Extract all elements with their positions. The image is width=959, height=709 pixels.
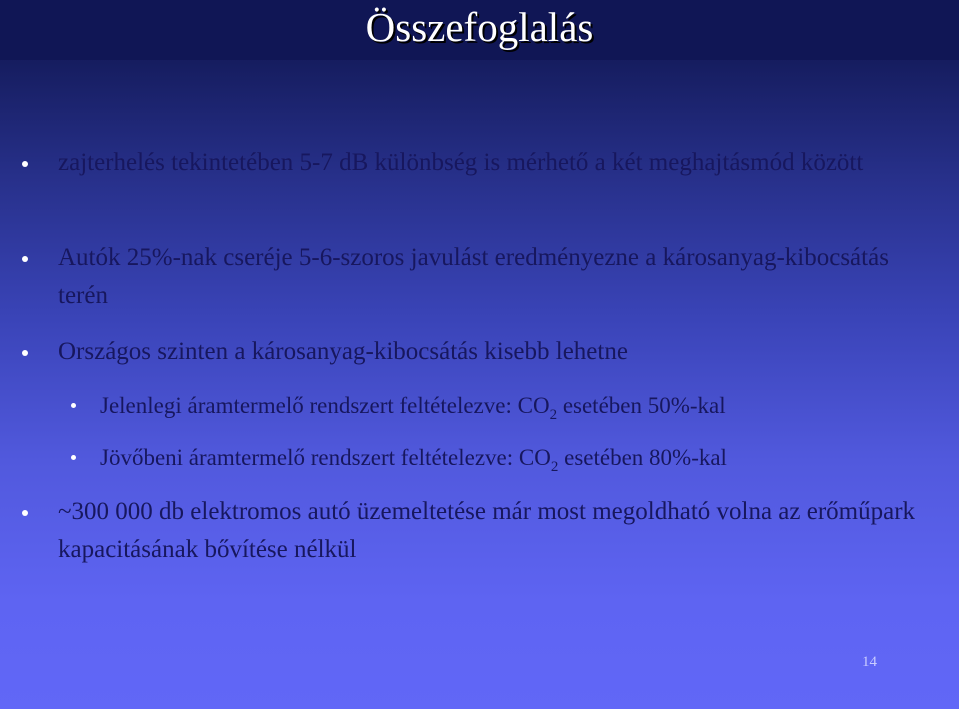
bullet-text: zajterhelés tekintetében 5-7 dB különbség is mérhető a két meghajtásmód között: [58, 149, 864, 176]
sub-bullet-text-before: Jelenlegi áramtermelő rendszert feltételezve: CO: [100, 393, 550, 418]
bullet-text: Autók 25%-nak cseréje 5-6-szoros javulást eredményezne a károsanyag-kibocsátás terén: [58, 244, 889, 309]
sub-bullet-item: [100, 387, 950, 425]
slide-title: Összefoglalás: [365, 4, 594, 50]
co2-subscript: 2: [550, 459, 559, 475]
sub-bullet-text-after: esetében 50%-kal: [557, 393, 726, 418]
bullet-dot-icon: [71, 455, 76, 460]
bullet-item: [58, 239, 938, 315]
bullet-dot-icon: [22, 161, 28, 167]
bullet-item: [58, 144, 938, 182]
bullet-text: Országos szinten a károsanyag-kibocsátás kisebb lehetne: [58, 338, 628, 365]
bullet-dot-icon: [22, 510, 28, 516]
bullet-item: [58, 493, 938, 569]
bullet-dot-icon: [22, 350, 28, 356]
bullet-item: [58, 333, 938, 371]
sub-bullet-text-before: Jövőbeni áramtermelő rendszert feltételezve: CO: [100, 445, 551, 470]
bullet-dot-icon: [22, 256, 28, 262]
bullet-text: ~300 000 db elektromos autó üzemeltetése már most megoldható volna az erőműpark kapacitásának bővítése nélkül: [58, 498, 916, 563]
sub-bullet-text-after: esetében 80%-kal: [558, 445, 727, 470]
sub-bullet-item: [100, 439, 950, 477]
page-number: 14: [862, 654, 877, 670]
co2-subscript: 2: [549, 407, 558, 423]
bullet-dot-icon: [71, 403, 76, 408]
